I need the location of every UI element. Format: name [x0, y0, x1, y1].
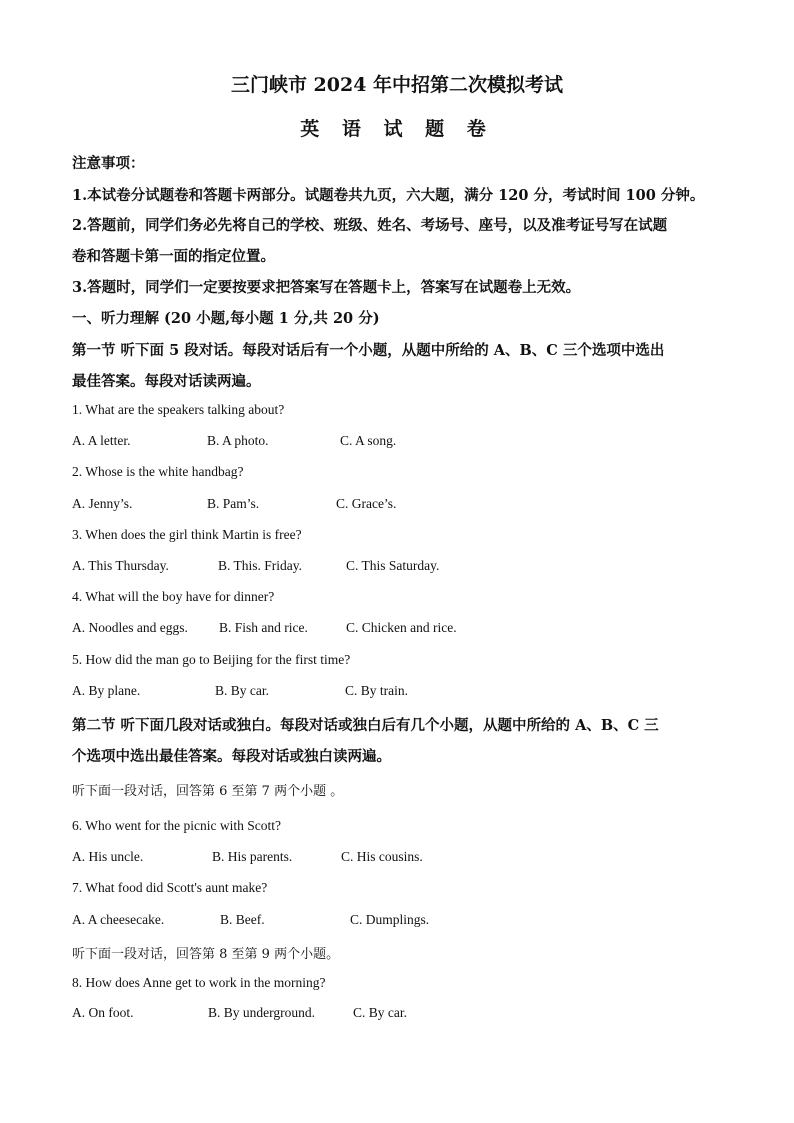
notice-item-1: 1.本试卷分试题卷和答题卡两部分。试题卷共九页，六大题，满分 120 分，考试时间 100 分钟。	[72, 187, 705, 204]
q8-option-c: C. By car.	[353, 1005, 407, 1020]
q6-option-c: C. His cousins.	[341, 849, 423, 864]
q3-option-b: B. This. Friday.	[218, 558, 303, 573]
q6-option-a: A. His uncle.	[72, 849, 144, 864]
instruction-q8-q9: 听下面一段对话，回答第 8 至第 9 两个小题。	[72, 947, 340, 962]
section-1-instruction-line-1: 第一节 听下面 5 段对话。每段对话后有一个小题，从题中所给的 A、B、C 三个选项中选出	[72, 342, 665, 359]
q5-option-c: C. By train.	[345, 683, 408, 698]
q1-option-c: C. A song.	[340, 433, 397, 448]
question-3: 3. When does the girl think Martin is free?	[72, 527, 302, 542]
question-7: 7. What food did Scott's aunt make?	[72, 880, 268, 895]
q7-option-c: C. Dumplings.	[350, 912, 430, 927]
question-1: 1. What are the speakers talking about?	[72, 402, 285, 417]
q6-option-b: B. His parents.	[212, 849, 293, 864]
q3-option-a: A. This Thursday.	[72, 558, 169, 573]
notice-item-2-line-1: 2.答题前，同学们务必先将自己的学校、班级、姓名、考场号、座号，以及准考证号写在试题	[72, 217, 668, 234]
q7-option-a: A. A cheesecake.	[72, 912, 165, 927]
q4-option-b: B. Fish and rice.	[219, 620, 308, 635]
q8-option-a: A. On foot.	[72, 1005, 134, 1020]
section-2-instruction-line-2: 个选项中选出最佳答案。每段对话或独白读两遍。	[72, 748, 391, 765]
q8-option-b: B. By underground.	[208, 1005, 315, 1020]
notice-item-3: 3.答题时，同学们一定要按要求把答案写在答题卡上，答案写在试题卷上无效。	[72, 279, 581, 296]
question-5: 5. How did the man go to Beijing for the first time?	[72, 652, 351, 667]
q2-option-c: C. Grace’s.	[336, 496, 397, 511]
q2-option-a: A. Jenny’s.	[72, 496, 133, 511]
notice-item-2-line-2: 卷和答题卡第一面的指定位置。	[72, 248, 275, 265]
q5-option-b: B. By car.	[215, 683, 269, 698]
q1-option-a: A. A letter.	[72, 433, 131, 448]
q4-option-c: C. Chicken and rice.	[346, 620, 457, 635]
question-8: 8. How does Anne get to work in the morning?	[72, 975, 326, 990]
section-1-instruction-line-2: 最佳答案。每段对话读两遍。	[72, 373, 261, 390]
exam-title: 三门峡市 2024 年中招第二次模拟考试	[230, 74, 564, 96]
exam-subtitle: 英 语 试 题 卷	[300, 118, 494, 140]
instruction-q6-q7: 听下面一段对话，回答第 6 至第 7 两个小题 。	[72, 784, 344, 799]
q7-option-b: B. Beef.	[220, 912, 265, 927]
section-2-instruction-line-1: 第二节 听下面几段对话或独白。每段对话或独白后有几个小题，从题中所给的 A、B、C 三	[72, 717, 659, 734]
q5-option-a: A. By plane.	[72, 683, 141, 698]
q2-option-b: B. Pam’s.	[207, 496, 260, 511]
q4-option-a: A. Noodles and eggs.	[72, 620, 188, 635]
q3-option-c: C. This Saturday.	[346, 558, 440, 573]
question-2: 2. Whose is the white handbag?	[72, 464, 244, 479]
part-1-heading: 一、听力理解 (20 小题,每小题 1 分,共 20 分)	[72, 310, 380, 327]
question-4: 4. What will the boy have for dinner?	[72, 589, 275, 604]
question-6: 6. Who went for the picnic with Scott?	[72, 818, 281, 833]
q1-option-b: B. A photo.	[207, 433, 269, 448]
notice-heading: 注意事项：	[72, 155, 145, 172]
